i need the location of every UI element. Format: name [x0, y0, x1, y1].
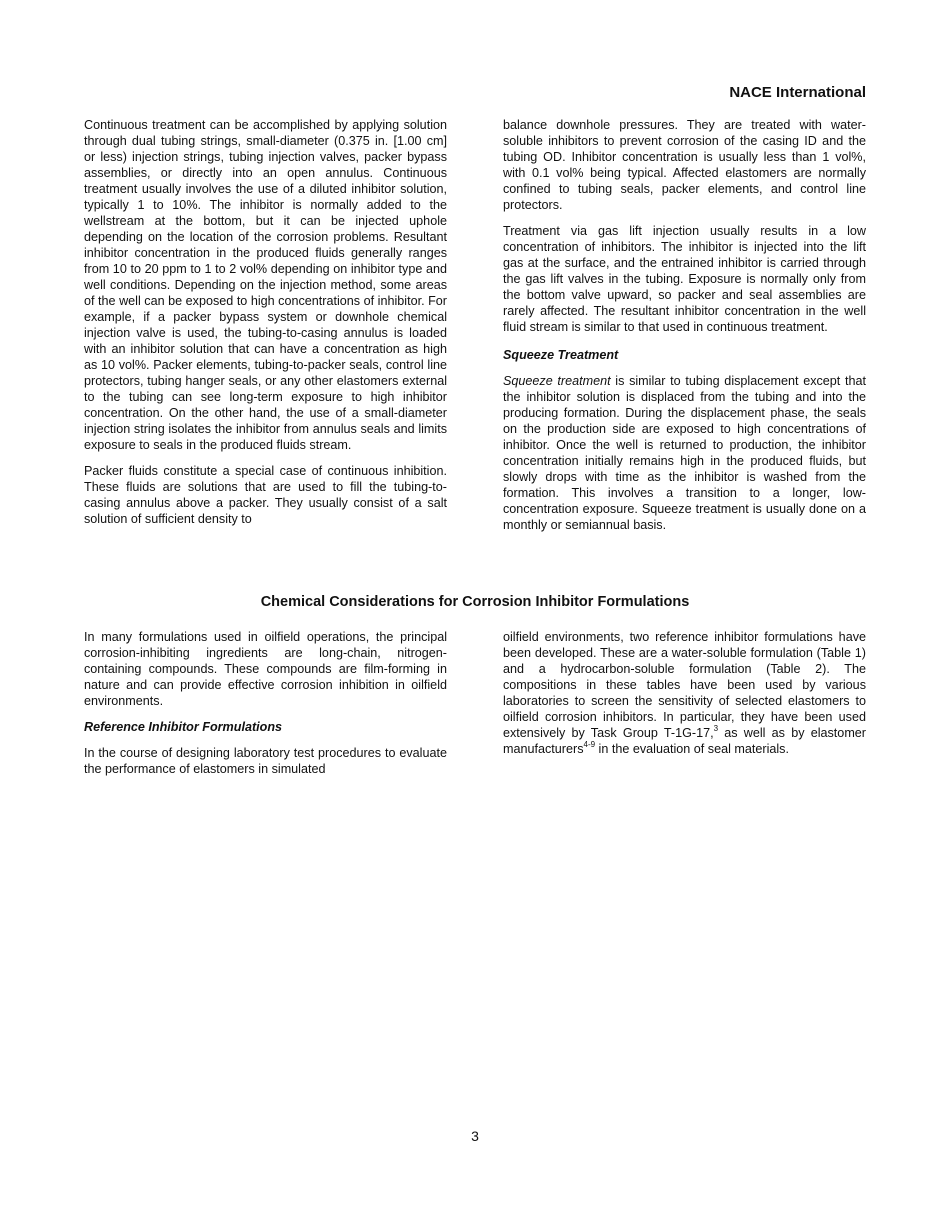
paragraph-gas-lift: Treatment via gas lift injection usually results in a low concentration of inhibitors. The inhibitor is injected into the lift gas at the surface, and the entrained inhibitor is carried through the gas lift valves in the tubing. Exposure is normally only from the bottom valve upward, so packer and seal assemblies are rarely affected. The resultant inhibitor concentration in the well fluid stream is similar to that used in continuous treatment.: [503, 224, 866, 334]
paragraph-packer-fluids: Packer fluids constitute a special case of continuous inhibition. These fluids are solutions that are used to fill the tubing-to-casing annulus above a packer. They usually consist of a salt solution of sufficient density to: [84, 464, 447, 526]
reference-superscript: 4-9: [583, 740, 596, 749]
paragraph-balance-pressures: balance downhole pressures. They are treated with water-soluble inhibitors to prevent corrosion of the casing ID and the tubing OD. Inhibitor concentration is usually less than 1 vol%, with 0.1 vol% being typical. Affected elastomers are normally confined to tubing seals, packer elements, and control line protectors.: [503, 118, 866, 212]
subheading-squeeze-treatment: Squeeze Treatment: [503, 348, 619, 362]
section-title: Chemical Considerations for Corrosion Inhibitor Formulations: [260, 594, 690, 610]
bottom-left-column: [84, 629, 447, 777]
page-number: 3: [471, 1128, 479, 1144]
paragraph-text-a: oilfield environments, two reference inhibitor formulations have been developed. These are a water-soluble formulation (Table 1) and a hydrocarbon-soluble formulation (Table 2). The compositions in these tables have been used by various laboratories to screen the sensitivity of selected elastomers to oilfield corrosion inhibitors. In particular, they have been used extensively by Task Group T-1G-17,: [503, 630, 866, 740]
paragraph-formulations: In many formulations used in oilfield operations, the principal corrosion-inhibiting ingredients are long-chain, nitrogen-containing compounds. These compounds are film-forming in nature and can provide effective corrosion inhibition in oilfield environments.: [84, 630, 447, 708]
paragraph-continuous-treatment: Continuous treatment can be accomplished by applying solution through dual tubing strings, small-diameter (0.375 in. [1.00 cm] or less) injection strings, tubing injection valves, packer bypass assemblies, or directly into an open annulus. Continuous treatment usually involves the use of a diluted inhibitor solution, typically 1 to 10%. The inhibitor is normally added to the wellstream at the bottom, but it can be injected uphole depending on the location of the corrosion problems. Resultant inhibitor concentration in the produced fluids generally ranges from 10 to 20 ppm to 1 to 2 vol% depending on inhibitor type and well conditions. Depending on the injection method, some areas of the well can be exposed to high concentrations of inhibitor. For example, if a packer bypass system or downhole chemical injection valve is used, the tubing-to-casing annulus is loaded with an inhibitor solution that can have a concentration as high as 10 vol%. Packer elements, tubing-to-packer seals, control line protectors, tubing hanger seals, or any other elastomers external to the tubing can see long-term exposure to high inhibitor concentration. On the other hand, the use of a small-diameter injection string isolates the inhibitor from annulus seals and limits exposure to seals in the produced fluids stream.: [84, 118, 447, 452]
term-squeeze-treatment: Squeeze treatment: [503, 374, 611, 388]
subheading-reference-formulations: Reference Inhibitor Formulations: [84, 720, 283, 734]
paragraph-text-b: as well as by elastomer manufacturers: [503, 726, 867, 756]
paragraph-course-of-designing: In the course of designing laboratory test procedures to evaluate the performance of elastomers in simulated: [84, 746, 447, 776]
reference-superscript: 3: [713, 724, 719, 733]
paragraph-text-c: in the evaluation of seal materials.: [595, 742, 789, 756]
bottom-right-column: [503, 629, 866, 757]
paragraph-squeeze-treatment: [503, 373, 866, 533]
header-organization: NACE International: [729, 84, 866, 101]
paragraph-oilfield-environments: [503, 629, 866, 757]
paragraph-squeeze-text: is similar to tubing displacement except that the inhibitor solution is displaced from the tubing and into the producing formation. During the displacement phase, the seals on the production side are exposed to high concentrations of inhibitor. Once the well is returned to production, the inhibitor concentration initially remains high in the produced fluids, but slowly drops with time as the inhibitor is washed from the formation. This involves a transition to a longer, low-concentration exposure. Squeeze treatment is usually done on a monthly or semiannual basis.: [503, 374, 866, 532]
top-left-column: [84, 117, 447, 527]
top-right-column: [503, 117, 866, 533]
